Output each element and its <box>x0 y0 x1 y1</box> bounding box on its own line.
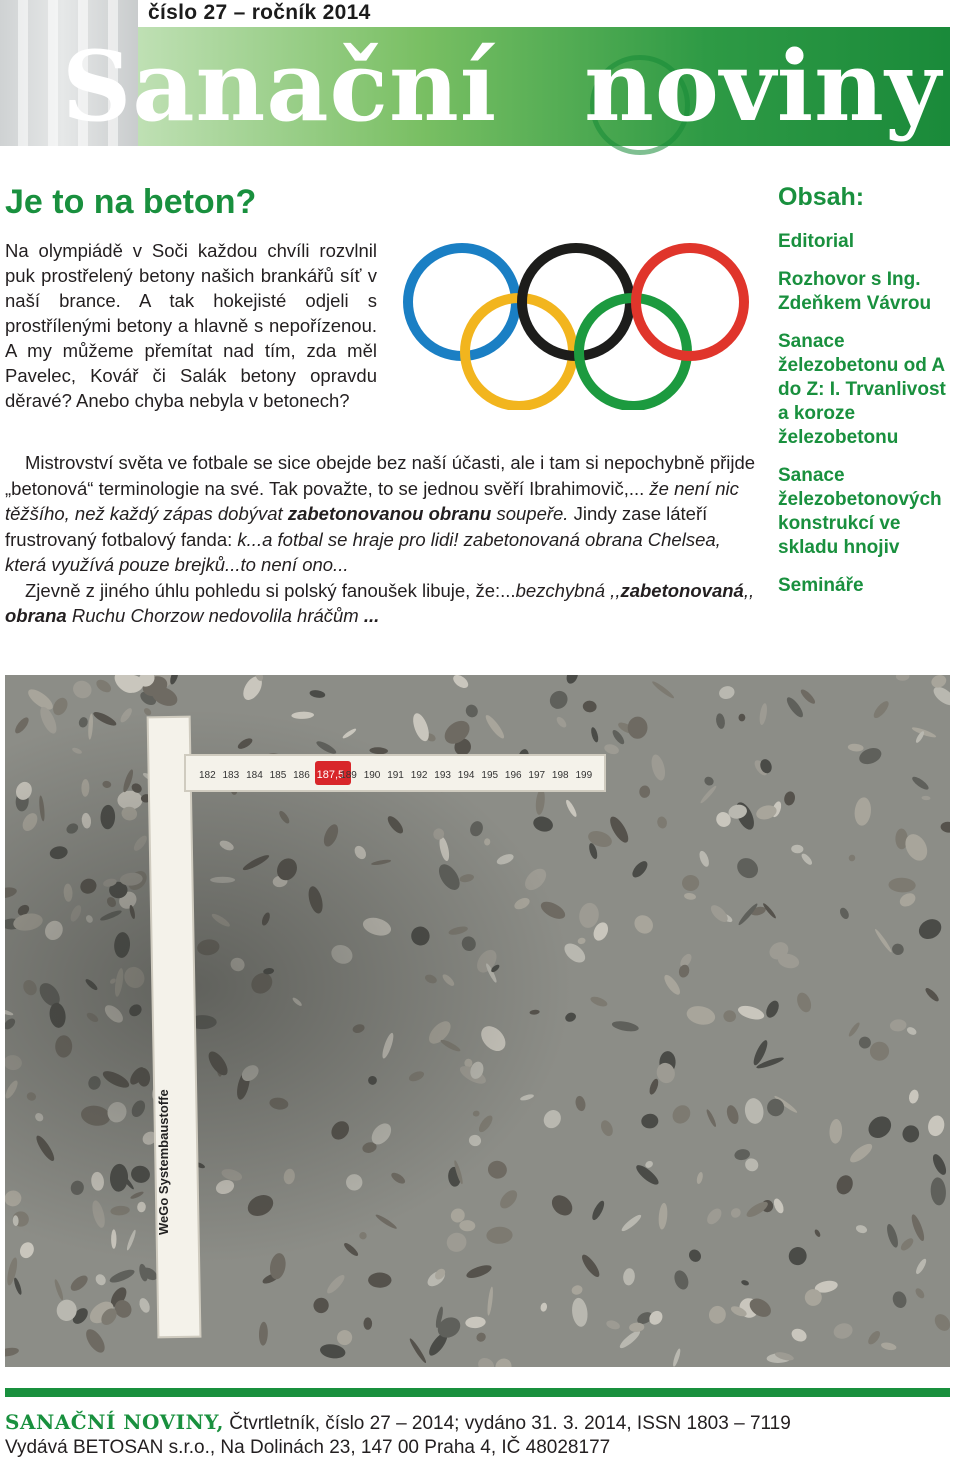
contents-item-sanace-sklad[interactable]: Sanace železobetonových konstrukcí ve skladu hnojiv <box>778 465 942 558</box>
contents-list <box>778 230 958 612</box>
ruler-number: 184 <box>246 770 263 781</box>
p2-text: Jindy zase láteří frustrovaný fotbalový fanda: <box>5 503 708 550</box>
p1-italic-b: soupeře. <box>496 503 569 524</box>
intro-paragraph: Na olympiádě v Soči každou chvíli rozvlnil puk prostřelený betony našich brankářů síť v naší brance. A tak hokejisté odjeli s prostřílenými betony a hlavně s nepořízenou. A my můžeme přemítat nad tím, zda měl Pavelec, Kovář či Salák betony opravdu děravé? Anebo chyba nebyla v betonech? <box>5 240 377 411</box>
ruler-number: 190 <box>363 770 381 781</box>
contents-item-editorial[interactable]: Editorial <box>778 231 855 252</box>
ruler-number: 182 <box>199 770 216 781</box>
olympic-rings-image <box>400 240 750 410</box>
p3-bold-a: zabetonovaná <box>620 579 744 601</box>
body-paragraph-3 <box>5 578 760 629</box>
ruler-number: 189 <box>340 770 357 781</box>
ruler-number: 195 <box>481 770 499 781</box>
contents-item-interview[interactable]: Rozhovor s Ing. Zdeňkem Vávrou <box>778 269 932 314</box>
p3-italic-a: bezchybná ,, <box>515 579 621 601</box>
footer-brand: SANAČNÍ NOVINY, <box>5 1410 224 1434</box>
ruler-number: 191 <box>387 770 404 781</box>
ruler-number: 187,5 <box>316 769 345 781</box>
concrete-photo <box>5 675 950 1367</box>
issue-line: číslo 27 – ročník 2014 <box>148 1 371 24</box>
contents-title: Obsah: <box>778 183 865 211</box>
footer-issue-info: Čtvrtletník, číslo 27 – 2014; vydáno 31. 3. 2014, ISSN 1803 – 7119 <box>229 1413 791 1434</box>
contents-item-seminare[interactable]: Semináře <box>778 575 864 596</box>
ruler-number: 186 <box>293 770 310 781</box>
article-headline: Je to na beton? <box>5 183 257 221</box>
footer-line-2: Vydává BETOSAN s.r.o., Na Dolinách 23, 147 00 Praha 4, IČ 48028177 <box>5 1437 611 1458</box>
p3-italic-c: Ruchu Chorzow nedovolila hráčům <box>66 605 364 626</box>
article-intro <box>5 238 377 413</box>
p2-italic: k...a fotbal se hraje pro lidi! zabetonovaná obrana Chelsea, která využívá pouze brejků...to není ono... <box>5 528 721 575</box>
contents-item-sanace-a-z[interactable]: Sanace železobetonu od A do Z: I. Trvanlivost a koroze železobetonu <box>778 331 946 448</box>
p1-bold: zabetonovanou obranu <box>287 503 492 524</box>
ruler-number: 194 <box>457 770 475 781</box>
p3-text: Zjevně z jiného úhlu pohledu si polský fanoušek libuje, že:... <box>25 579 516 601</box>
masthead-title-part2: noviny <box>584 30 942 143</box>
ruler-number: 196 <box>504 770 522 781</box>
body-paragraph-1 <box>5 450 760 578</box>
p3-italic-b: ,, <box>743 579 755 601</box>
ruler-number: 185 <box>269 770 287 781</box>
ruler-number: 199 <box>575 770 593 781</box>
masthead-title-part1: Sanační <box>62 30 498 143</box>
p3-bold-b: obrana <box>5 605 67 626</box>
ruler-number: 192 <box>410 770 428 781</box>
concrete-texture <box>5 675 950 1367</box>
ruler-number: 183 <box>222 770 240 781</box>
masthead-title <box>62 22 942 152</box>
p3-end: ... <box>363 605 380 626</box>
footer-line-1 <box>5 1410 791 1435</box>
ruler-number: 198 <box>551 770 569 781</box>
ruler-brand-text: WeGo Systembaustoffe <box>156 1089 171 1235</box>
ruler-number: 197 <box>528 770 546 781</box>
ruler-number: 193 <box>434 770 451 781</box>
p1-text: Mistrovství světa ve fotbale se sice obejde bez naší účasti, ale i tam si nepochybně přijde „betonová“ terminologie na své. Tak považte, to se jednou svěří Ibrahimovič,... <box>5 452 756 499</box>
article-body <box>5 450 760 629</box>
footer-bar <box>5 1388 950 1397</box>
p1-italic-a: že není nic těžšího, než každý zápas dobývat <box>5 477 739 524</box>
